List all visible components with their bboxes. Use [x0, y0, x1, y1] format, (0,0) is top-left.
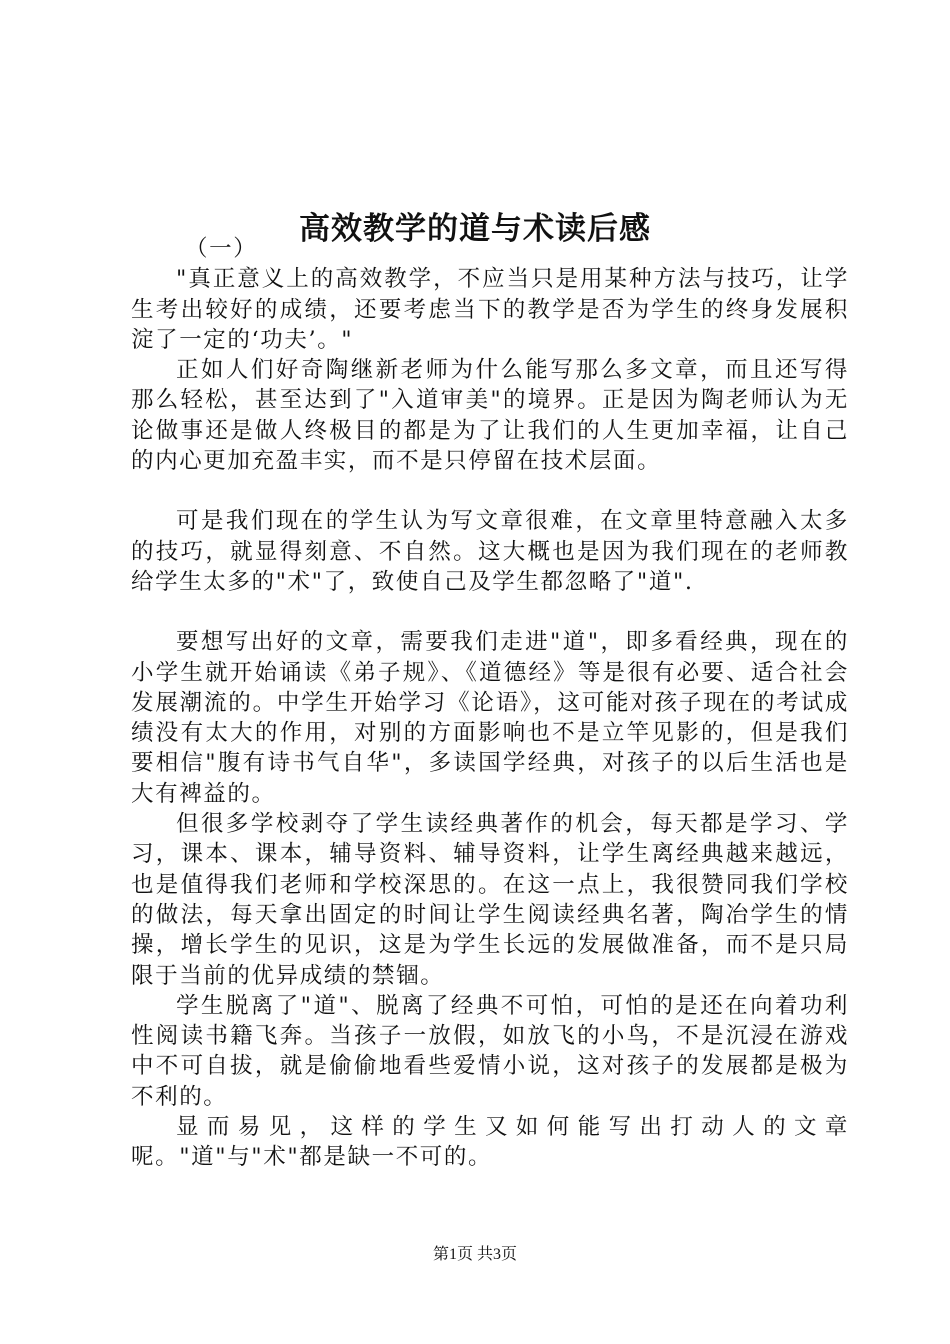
paragraph-quote: "真正意义上的高效教学，不应当只是用某种方法与技巧，让学生考出较好的成绩，还要考虑当下的教学是否为学生的终身发展积淀了一定的‘功夫’。"	[131, 266, 849, 353]
page-footer: 第1页 共3页	[432, 1246, 517, 1263]
paragraph-conclusion: 显而易见，这样的学生又如何能写出打动人的文章呢。"道"与"术"都是缺一不可的。	[131, 1114, 849, 1171]
paragraph-utilitarian-reading: 学生脱离了"道"、脱离了经典不可怕，可怕的是还在向着功利性阅读书籍飞奔。当孩子一放假，如放飞的小鸟，不是沉浸在游戏中不可自拔，就是偷偷地看些爱情小说，这对孩子的发展都是极为不利的。	[131, 992, 849, 1110]
paragraph-students-writing: 可是我们现在的学生认为写文章很难，在文章里特意融入太多的技巧，就显得刻意、不自然。这大概也是因为我们现在的老师教给学生太多的"术"了，致使自己及学生都忽略了"道".	[131, 508, 849, 595]
document-title: 高效教学的道与术读后感	[299, 210, 651, 247]
paragraph-tao-jixin: 正如人们好奇陶继新老师为什么能写那么多文章，而且还写得那么轻松，甚至达到了"入道审美"的境界。正是因为陶老师认为无论做事还是做人终极目的都是为了让我们的人生更加幸福，让自己的内心更加充盈丰实，而不是只停留在技术层面。	[131, 357, 849, 475]
section-mark: （一）	[185, 236, 258, 262]
paragraph-schools: 但很多学校剥夺了学生读经典著作的机会，每天都是学习、学习，课本、课本，辅导资料、辅导资料，让学生离经典越来越远，也是值得我们老师和学校深思的。在这一点上，我很赞同我们学校的做法，每天拿出固定的时间让学生阅读经典名著，陶冶学生的情操，增长学生的见识，这是为学生长远的发展做准备，而不是只局限于当前的优异成绩的禁锢。	[131, 811, 849, 989]
document-body	[131, 234, 849, 1173]
paragraph-read-classics: 要想写出好的文章，需要我们走进"道"，即多看经典，现在的小学生就开始诵读《弟子规》、《道德经》等是很有必要、适合社会发展潮流的。中学生开始学习《论语》，这可能对孩子现在的考试成绩没有太大的作用，对别的方面影响也不是立竿见影的，但是我们要相信"腹有诗书气自华"，多读国学经典，对孩子的以后生活也是大有裨益的。	[131, 629, 849, 807]
